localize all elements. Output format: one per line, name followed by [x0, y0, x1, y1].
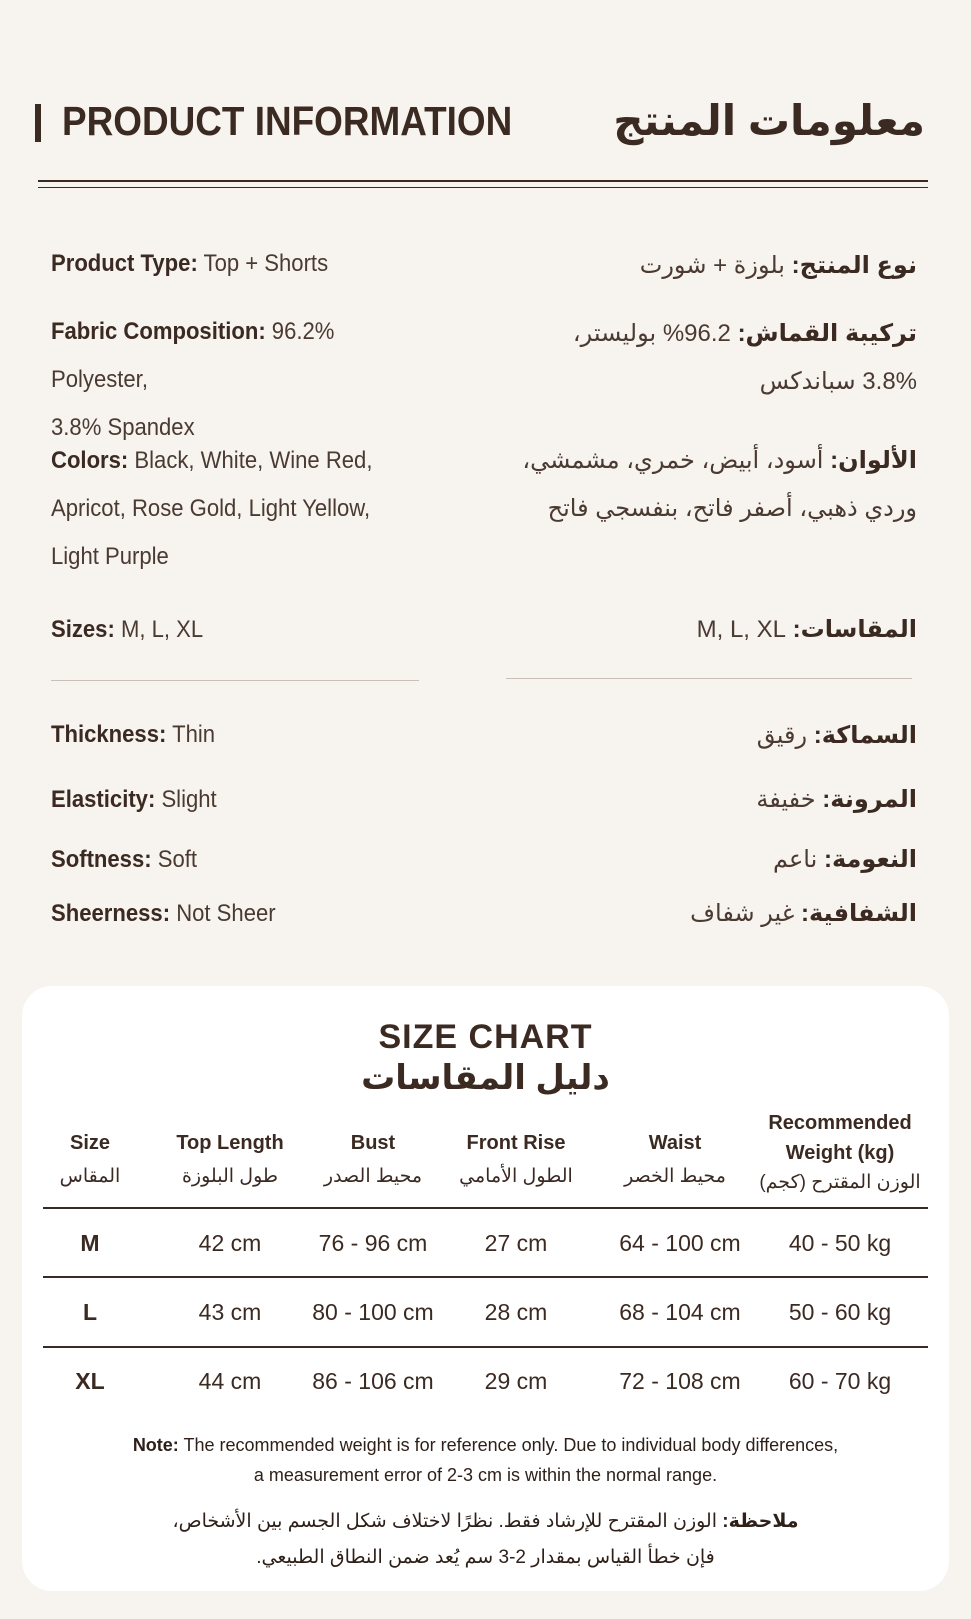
- th-front-rise: [441, 1128, 591, 1192]
- th-en: Bust: [350, 1132, 396, 1154]
- cell-waist: 64 - 100 cm: [619, 1230, 741, 1256]
- divider-right: [506, 678, 912, 679]
- value: أسود، أبيض، خمري، مشمشي،: [522, 447, 831, 474]
- size-chart-title-en: SIZE CHART: [378, 1018, 593, 1056]
- header-rule-thin: [38, 187, 928, 188]
- info-colors-ar: [477, 437, 917, 533]
- table-rule-row: [43, 1346, 928, 1348]
- cell-bust: 76 - 96 cm: [318, 1230, 428, 1256]
- cell-bust: 86 - 106 cm: [312, 1368, 434, 1394]
- cell-weight: 60 - 70 kg: [788, 1368, 892, 1394]
- label: المرونة:: [822, 786, 917, 813]
- label: Sheerness:: [51, 900, 171, 927]
- note-label-ar: ملاحظة:: [722, 1511, 799, 1532]
- info-elasticity-en: [51, 776, 419, 824]
- cell-waist: 68 - 104 cm: [619, 1299, 741, 1325]
- value: غير شفاف: [690, 900, 801, 927]
- th-en-line2: Weight (kg): [785, 1142, 895, 1164]
- info-sheerness-ar: [497, 890, 917, 938]
- value: Not Sheer: [170, 900, 276, 927]
- th-size: [40, 1128, 140, 1192]
- th-en: Top Length: [176, 1132, 284, 1154]
- divider-left: [51, 680, 419, 681]
- cell-size: XL: [75, 1368, 105, 1394]
- header-rule-thick: [38, 180, 928, 182]
- note-text-ar-2: فإن خطأ القياس بمقدار 2-3 سم يُعد ضمن النطاق الطبيعي.: [256, 1547, 715, 1568]
- th-ar: الوزن المقترح (كجم): [759, 1172, 921, 1193]
- th-en: Size: [69, 1132, 111, 1154]
- info-product-type-ar: [497, 242, 917, 290]
- th-ar: طول البلوزة: [181, 1166, 279, 1187]
- value-line2: وردي ذهبي، أصفر فاتح، بنفسجي فاتح: [547, 495, 917, 522]
- note-label-en: Note:: [132, 1435, 179, 1455]
- cell-waist: 72 - 108 cm: [619, 1368, 741, 1394]
- label: Product Type:: [51, 250, 198, 277]
- th-ar: المقاس: [59, 1166, 121, 1187]
- product-info-header: [0, 0, 971, 200]
- cell-front-rise: 28 cm: [484, 1299, 548, 1325]
- info-softness-ar: [497, 836, 917, 884]
- value: Black, White, Wine Red,: [128, 447, 373, 474]
- th-bust: [303, 1128, 443, 1192]
- title-accent-bar: [35, 104, 41, 142]
- cell-weight: 50 - 60 kg: [788, 1299, 892, 1325]
- value-line2: 3.8% Spandex: [51, 414, 195, 441]
- th-ar: محيط الصدر: [323, 1166, 423, 1187]
- info-sizes-ar: [497, 606, 917, 654]
- th-en: Recommended: [768, 1112, 912, 1134]
- note-ar: [60, 1504, 911, 1576]
- info-product-type-en: [51, 240, 419, 288]
- label: نوع المنتج:: [791, 252, 917, 279]
- th-waist: [600, 1128, 750, 1192]
- table-rule-header: [43, 1207, 928, 1209]
- value: رقيق: [756, 722, 814, 749]
- info-fabric-en: [51, 308, 419, 452]
- info-softness-en: [51, 836, 419, 884]
- label: المقاسات:: [792, 616, 917, 643]
- th-ar: محيط الخصر: [624, 1166, 726, 1187]
- value: M, L, XL: [114, 616, 204, 643]
- label: الشفافية:: [800, 900, 917, 927]
- value: خفيفة: [756, 786, 823, 813]
- th-en: Waist: [648, 1132, 702, 1154]
- size-chart-title-ar: دليل المقاسات: [361, 1059, 610, 1097]
- th-en: Front Rise: [466, 1132, 566, 1154]
- label: Colors:: [51, 447, 129, 474]
- label: Elasticity:: [51, 786, 156, 813]
- value: M, L, XL: [696, 616, 793, 643]
- th-top-length: [160, 1128, 300, 1192]
- table-rule-row: [43, 1276, 928, 1278]
- label: تركيبة القماش:: [737, 320, 917, 347]
- value: Thin: [166, 721, 216, 748]
- value-line3: Light Purple: [51, 543, 169, 570]
- label: Thickness:: [51, 721, 167, 748]
- label: Fabric Composition:: [51, 318, 266, 345]
- info-thickness-en: [51, 711, 419, 759]
- info-sheerness-en: [51, 890, 419, 938]
- cell-size: M: [80, 1230, 100, 1256]
- value: بلوزة + شورت: [639, 252, 792, 279]
- value-line2: Apricot, Rose Gold, Light Yellow,: [51, 495, 371, 522]
- info-thickness-ar: [497, 712, 917, 760]
- info-fabric-ar: [497, 310, 917, 406]
- info-elasticity-ar: [497, 776, 917, 824]
- cell-top-length: 42 cm: [198, 1230, 262, 1256]
- note-text-en-1: The recommended weight is for reference only. Due to individual body differences,: [178, 1435, 839, 1455]
- note-text-ar-1: الوزن المقترح للإرشاد فقط. نظرًا لاختلاف شكل الجسم بين الأشخاص،: [172, 1511, 723, 1532]
- value: ناعم: [773, 846, 824, 873]
- note-en: [60, 1430, 911, 1490]
- th-recommended-weight: [752, 1108, 928, 1198]
- cell-top-length: 44 cm: [198, 1368, 262, 1394]
- cell-front-rise: 27 cm: [484, 1230, 548, 1256]
- info-sizes-en: [51, 606, 419, 654]
- label: النعومة:: [823, 846, 917, 873]
- info-colors-en: [51, 437, 419, 581]
- page-title-en: PRODUCT INFORMATION: [62, 98, 513, 144]
- cell-bust: 80 - 100 cm: [312, 1299, 434, 1325]
- value: Soft: [151, 846, 198, 873]
- label: السماكة:: [813, 722, 917, 749]
- cell-top-length: 43 cm: [198, 1299, 262, 1325]
- value: 96.2% Polyester,: [51, 318, 335, 393]
- cell-front-rise: 29 cm: [484, 1368, 548, 1394]
- label: الألوان:: [830, 447, 917, 474]
- th-ar: الطول الأمامي: [459, 1166, 573, 1187]
- label: Softness:: [51, 846, 152, 873]
- label: Sizes:: [51, 616, 115, 643]
- cell-weight: 40 - 50 kg: [788, 1230, 892, 1256]
- value: Slight: [155, 786, 217, 813]
- value: Top + Shorts: [197, 250, 329, 277]
- note-text-en-2: a measurement error of 2-3 cm is within the normal range.: [253, 1465, 718, 1485]
- value: 96.2% بوليستر،: [572, 320, 738, 347]
- page-title-ar: معلومات المنتج: [613, 97, 925, 144]
- value-line2: 3.8% سباندكس: [759, 368, 917, 395]
- cell-size: L: [82, 1299, 98, 1325]
